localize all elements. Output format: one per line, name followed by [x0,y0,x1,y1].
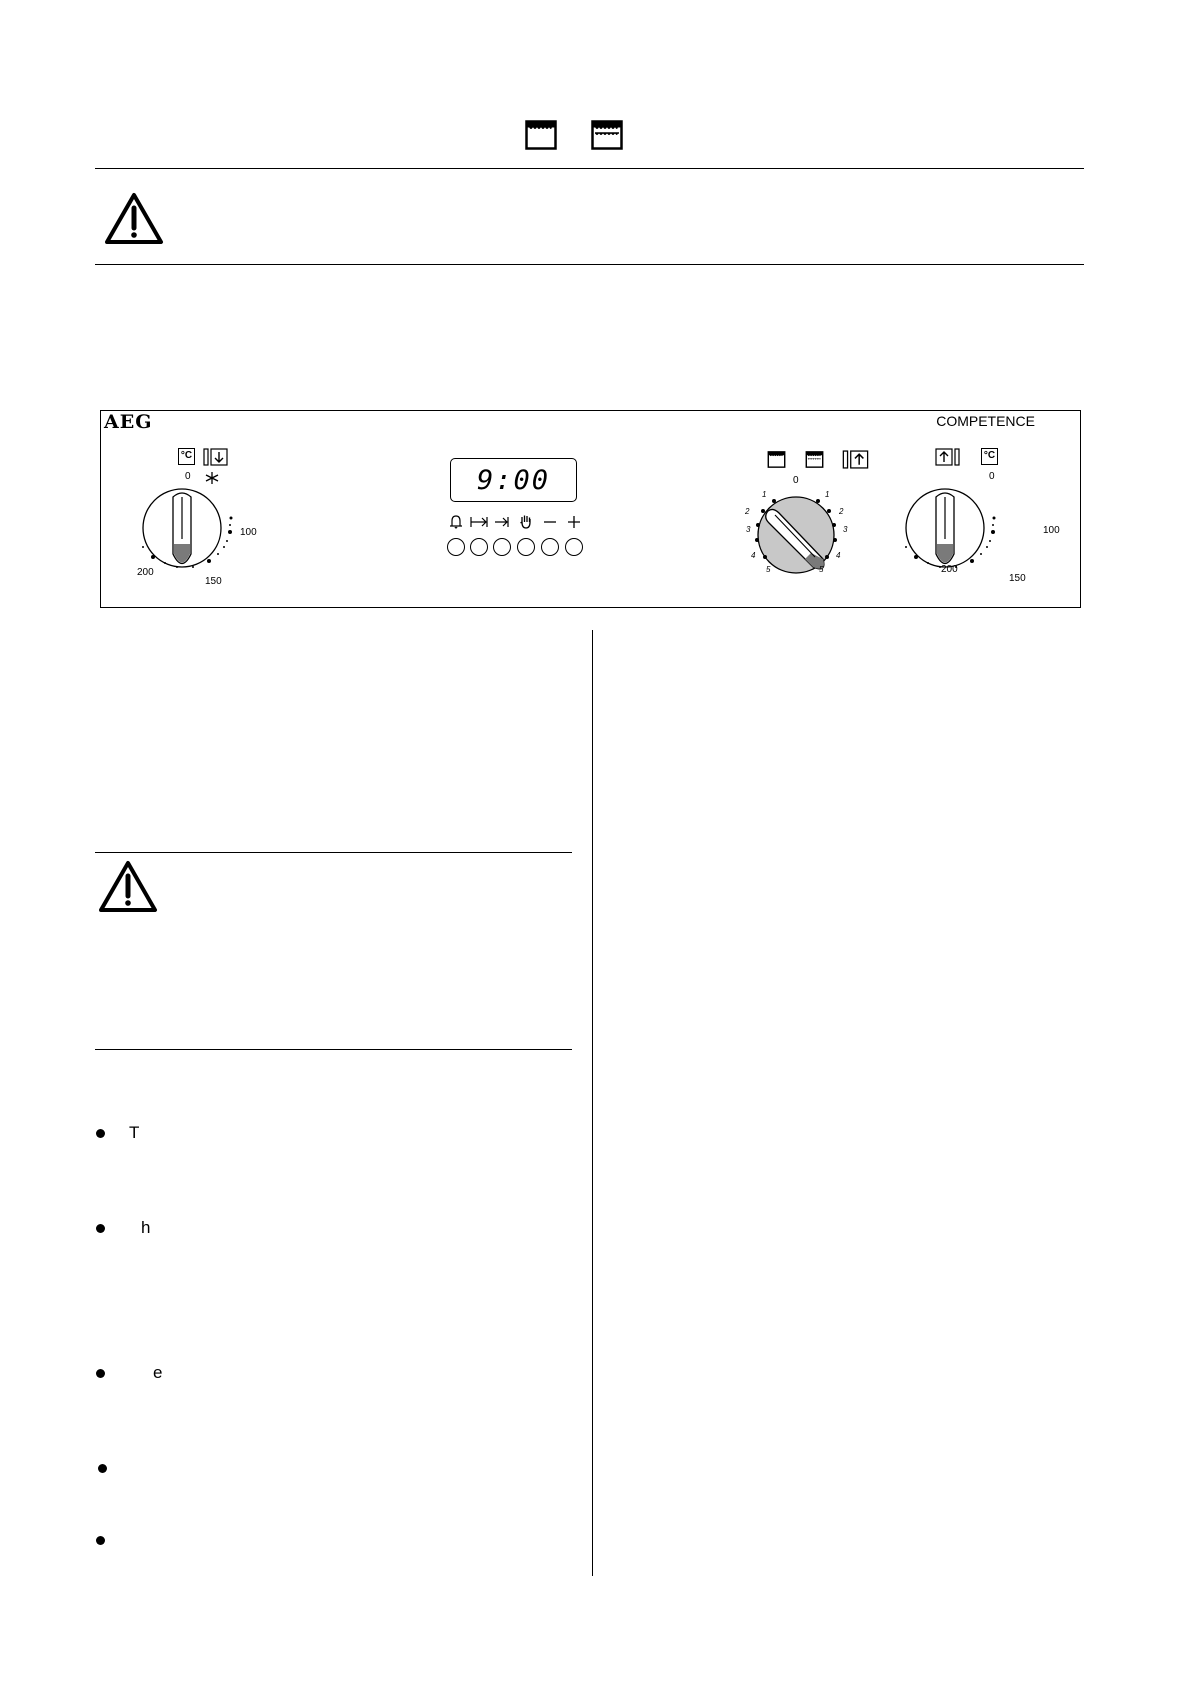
end-time-icon [494,515,510,529]
divider-top [95,168,1084,169]
bottom-oven-arrow-icon [203,448,229,466]
minus-button[interactable] [541,538,559,556]
left-knob-150: 150 [205,576,222,587]
duration-icon [470,515,488,529]
bullet-text: h [141,1218,151,1237]
control-panel [100,410,1081,608]
knob-top-bottom-heat-icon [767,451,786,468]
center-right-mark-4: 4 [836,551,841,560]
center-left-mark-5: 5 [766,565,771,574]
left-knob-zero-label: 0 [185,471,191,482]
top-oven-up-icon [935,448,961,466]
center-knob[interactable] [741,483,851,593]
warning-icon-secondary [98,860,158,913]
bullet-dot [96,1129,105,1138]
center-right-mark-2: 2 [839,507,844,516]
end-time-button[interactable] [493,538,511,556]
model-name: COMPETENCE [936,413,1035,429]
left-knob-200: 200 [137,567,154,578]
brand-logo: AEG [104,411,153,433]
warning-icon [104,192,164,245]
center-left-mark-4: 4 [751,551,756,560]
divider-left-warning-top [95,852,572,853]
plus-icon [567,515,581,529]
knob-grill-heat-icon [805,451,824,468]
top-bottom-heat-icon [525,120,557,150]
duration-button[interactable] [470,538,488,556]
bullet-dot [96,1536,105,1545]
divider-warning-bottom [95,264,1084,265]
center-left-mark-3: 3 [746,525,751,534]
right-knob-200: 200 [941,564,958,575]
bell-button[interactable] [447,538,465,556]
bell-icon [448,515,464,529]
clock-display [450,458,577,502]
right-knob-150: 150 [1009,573,1026,584]
column-divider [592,630,593,1576]
bullet-text: T [129,1123,140,1142]
left-knob[interactable] [137,481,257,581]
minus-icon [543,515,557,529]
center-right-mark-1: 1 [825,490,830,499]
top-oven-arrow-icon [842,450,870,469]
clock-time: 9:00 [476,465,551,496]
left-knob-100: 100 [240,527,257,538]
plus-button[interactable] [565,538,583,556]
center-right-mark-3: 3 [843,525,848,534]
bullet-dot [98,1464,107,1473]
bullet-text: e [153,1363,163,1382]
right-celsius-icon: °C [981,448,998,465]
manual-hand-icon [519,514,533,529]
bullet-dot [96,1369,105,1378]
center-right-mark-5: 5 [819,565,824,574]
celsius-icon: °C [178,448,195,465]
bullet-dot [96,1224,105,1233]
manual-button[interactable] [517,538,535,556]
center-left-mark-2: 2 [745,507,750,516]
divider-left-warning-bottom [95,1049,572,1050]
grill-heat-icon [591,120,623,150]
center-left-mark-1: 1 [762,490,767,499]
center-knob-zero-label: 0 [793,475,799,486]
right-knob-zero-label: 0 [989,471,995,482]
right-knob-100: 100 [1043,525,1060,536]
